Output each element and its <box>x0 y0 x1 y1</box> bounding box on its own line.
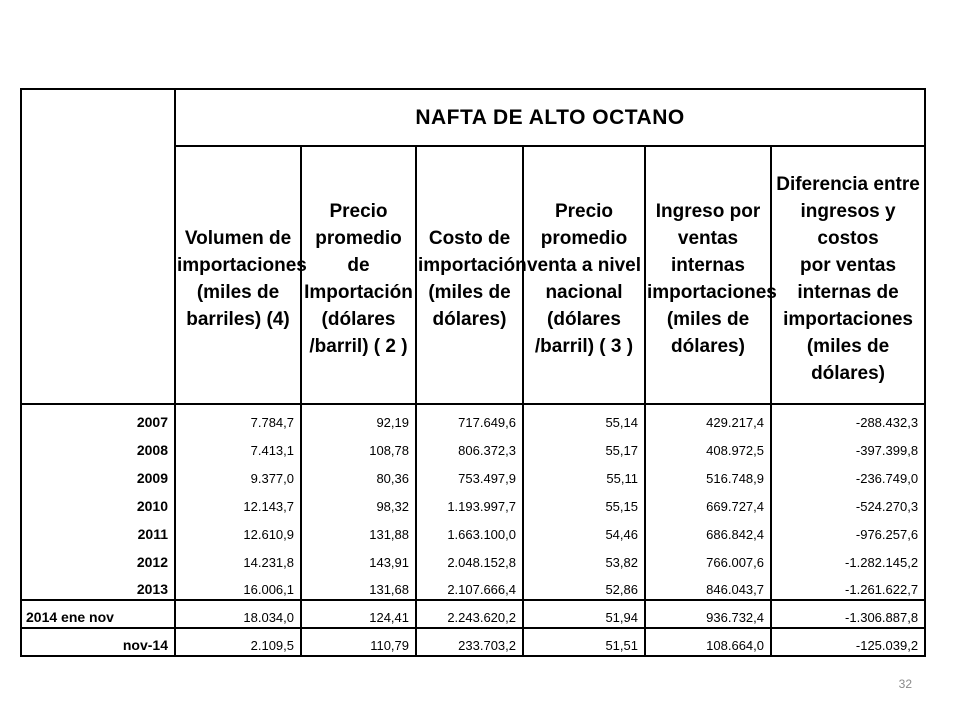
table-body <box>21 404 925 656</box>
table-cell: 846.043,7 <box>645 572 771 600</box>
table-cell: -288.432,3 <box>771 404 925 432</box>
table-cell: 2.243.620,2 <box>416 600 523 628</box>
table-cell: 108,78 <box>301 432 416 460</box>
table-cell: 131,68 <box>301 572 416 600</box>
table-cell: 1.663.100,0 <box>416 516 523 544</box>
table-cell: 18.034,0 <box>175 600 301 628</box>
table-cell: 686.842,4 <box>645 516 771 544</box>
table-cell: 16.006,1 <box>175 572 301 600</box>
column-header-costo-importacion: Costo de importación (miles de dólares) <box>416 146 523 404</box>
page-number: 32 <box>898 677 912 691</box>
table-cell: -1.282.145,2 <box>771 544 925 572</box>
table-cell: -976.257,6 <box>771 516 925 544</box>
table-cell: 12.143,7 <box>175 488 301 516</box>
table-cell: 753.497,9 <box>416 460 523 488</box>
table-cell: 669.727,4 <box>645 488 771 516</box>
table-row <box>21 488 925 516</box>
row-label: 2014 ene nov <box>21 600 175 628</box>
table-cell: 143,91 <box>301 544 416 572</box>
table-row <box>21 600 925 628</box>
nafta-table <box>20 88 926 657</box>
table-cell: 2.109,5 <box>175 628 301 656</box>
row-label: 2010 <box>21 488 175 516</box>
table-cell: 9.377,0 <box>175 460 301 488</box>
table-row <box>21 432 925 460</box>
table-cell: 7.784,7 <box>175 404 301 432</box>
table-cell: -1.306.887,8 <box>771 600 925 628</box>
column-header-precio-importacion: Precio promedio de Importación (dólares /barril) ( 2 ) <box>301 146 416 404</box>
table-cell: 2.048.152,8 <box>416 544 523 572</box>
row-label: 2008 <box>21 432 175 460</box>
row-label: nov-14 <box>21 628 175 656</box>
table-cell: 14.231,8 <box>175 544 301 572</box>
table-cell: 92,19 <box>301 404 416 432</box>
column-header-precio-venta: Precio promedio venta a nivel nacional (dólares /barril) ( 3 ) <box>523 146 645 404</box>
table-cell: 52,86 <box>523 572 645 600</box>
table-cell: -236.749,0 <box>771 460 925 488</box>
table-cell: -397.399,8 <box>771 432 925 460</box>
table-row <box>21 404 925 432</box>
table-cell: 429.217,4 <box>645 404 771 432</box>
table-cell: 408.972,5 <box>645 432 771 460</box>
table-row <box>21 516 925 544</box>
table-cell: 98,32 <box>301 488 416 516</box>
table-cell: 806.372,3 <box>416 432 523 460</box>
table-cell: -1.261.622,7 <box>771 572 925 600</box>
table-cell: 55,11 <box>523 460 645 488</box>
table-cell: 131,88 <box>301 516 416 544</box>
table-cell: -125.039,2 <box>771 628 925 656</box>
table-row <box>21 460 925 488</box>
table-cell: -524.270,3 <box>771 488 925 516</box>
table-cell: 2.107.666,4 <box>416 572 523 600</box>
table-cell: 55,15 <box>523 488 645 516</box>
row-label: 2007 <box>21 404 175 432</box>
table-row <box>21 572 925 600</box>
table-cell: 80,36 <box>301 460 416 488</box>
table-cell: 55,17 <box>523 432 645 460</box>
table-title: NAFTA DE ALTO OCTANO <box>175 89 925 146</box>
column-header-volumen: Volumen de importaciones (miles de barriles) (4) <box>175 146 301 404</box>
column-header-ingreso-ventas: Ingreso por ventas internas importaciones (miles de dólares) <box>645 146 771 404</box>
table-cell: 766.007,6 <box>645 544 771 572</box>
table-cell: 110,79 <box>301 628 416 656</box>
row-label: 2012 <box>21 544 175 572</box>
table-cell: 936.732,4 <box>645 600 771 628</box>
table-row <box>21 628 925 656</box>
table-cell: 51,51 <box>523 628 645 656</box>
table-cell: 124,41 <box>301 600 416 628</box>
row-label: 2009 <box>21 460 175 488</box>
corner-cell <box>21 89 175 404</box>
table-cell: 53,82 <box>523 544 645 572</box>
table-row <box>21 544 925 572</box>
table-cell: 516.748,9 <box>645 460 771 488</box>
table-cell: 108.664,0 <box>645 628 771 656</box>
table-cell: 717.649,6 <box>416 404 523 432</box>
table-cell: 12.610,9 <box>175 516 301 544</box>
table-cell: 54,46 <box>523 516 645 544</box>
table-cell: 51,94 <box>523 600 645 628</box>
column-header-diferencia: Diferencia entre ingresos y costos por ventas internas de importaciones (miles de dólares) <box>771 146 925 404</box>
table-cell: 1.193.997,7 <box>416 488 523 516</box>
table-cell: 233.703,2 <box>416 628 523 656</box>
row-label: 2013 <box>21 572 175 600</box>
table-cell: 7.413,1 <box>175 432 301 460</box>
table-cell: 55,14 <box>523 404 645 432</box>
row-label: 2011 <box>21 516 175 544</box>
